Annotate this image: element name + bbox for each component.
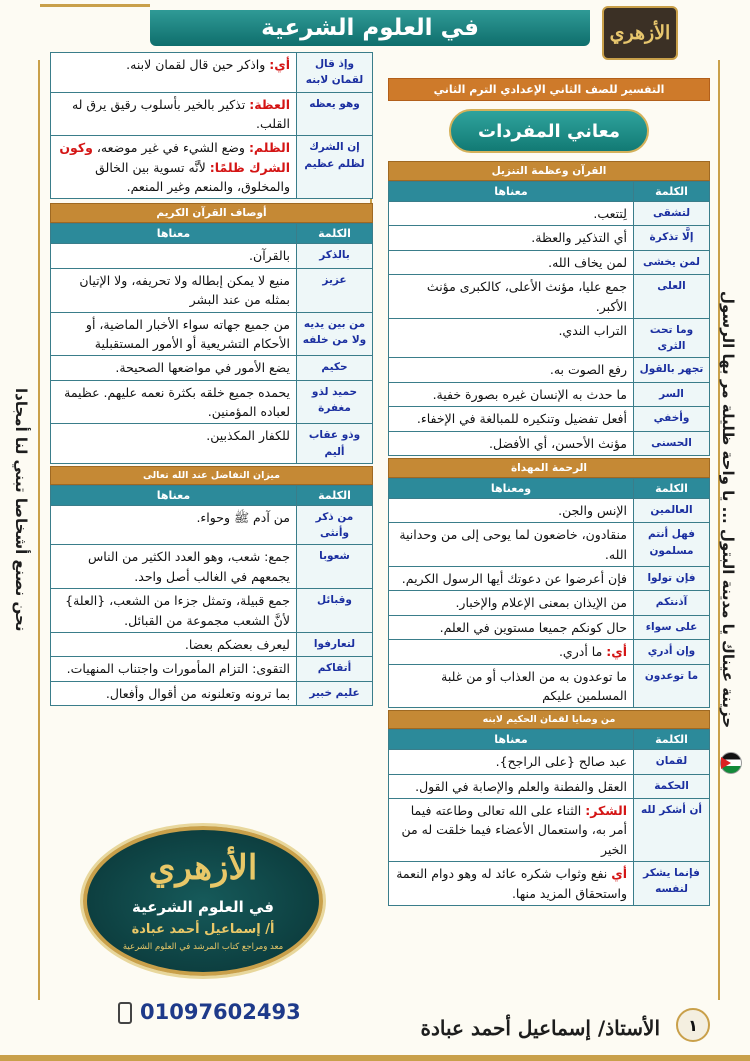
table-row [51, 632, 373, 656]
table-header-row [51, 224, 373, 244]
vocab-word: فهل أنتم مسلمون [634, 523, 710, 567]
meaning-text: من آدم ﷺ وحواء. [196, 509, 290, 525]
table-row [389, 523, 710, 567]
meaning-text: من جميع جهاته سواء الأخبار الماضية، أو الأحكام التشريعية أو الأمور المستقبلية [85, 316, 290, 351]
table-row [51, 681, 373, 705]
meaning-text: جمع قبيلة، وتمثل جزءا من الشعب، {العلة} لأنَّ الشعب مجموعة من القبائل. [65, 593, 290, 628]
brand-logo [83, 826, 323, 976]
vocab-table-luqman-cont [50, 52, 373, 199]
vocab-word: شعوبا [297, 545, 373, 589]
table-header-row [389, 182, 710, 202]
column-header-word: الكلمة [297, 485, 373, 505]
meaning-text: ما أدري. [558, 644, 607, 660]
meaning-text: واذكر حين قال لقمان لابنه. [126, 57, 270, 72]
table-row [51, 380, 373, 424]
vocab-word: ما توعدون [634, 664, 710, 708]
vocab-table-mercy [388, 478, 710, 708]
vocab-word: إن الشرك لظلم عظيم [297, 136, 373, 199]
table-row [389, 498, 710, 522]
vocab-meaning [389, 318, 634, 358]
vocab-word: من بين يديه ولا من خلفه [297, 312, 373, 356]
meaning-text: عبد صالح {على الراجح}. [495, 754, 627, 770]
table-row [389, 799, 710, 862]
table-row [51, 136, 373, 199]
vocab-word: وقبائل [297, 589, 373, 633]
side-poem-right: حزينة عيناك يا مدينة البتول ... يا واحة ظليلة مر بها الرسول [719, 291, 737, 729]
vocab-meaning [389, 523, 634, 567]
vocab-meaning [51, 681, 297, 705]
vocab-meaning [389, 591, 634, 615]
vocab-title: معاني المفردات [478, 120, 620, 142]
vocab-word: العلى [634, 275, 710, 319]
meaning-text: بالقرآن. [249, 248, 290, 264]
meaning-text: ما توعدون به من العذاب أو من غلبة المسلمين عليكم [441, 668, 627, 703]
table-row [389, 567, 710, 591]
vocab-word: لتشقى [634, 202, 710, 226]
meaning-text: حال كونكم جميعا مستوين في العلم. [439, 619, 627, 635]
right-column [388, 78, 710, 906]
vocab-meaning [51, 657, 297, 681]
table-row [51, 268, 373, 312]
palestine-flag-icon [720, 752, 742, 774]
vocab-word: الحسنى [634, 431, 710, 455]
vocab-meaning [51, 632, 297, 656]
vocab-meaning [51, 92, 297, 136]
table-row [389, 226, 710, 250]
meaning-highlight: الشكر: [585, 803, 627, 819]
meaning-text: العقل والفطنة والعلم والإصابة في القول. [415, 778, 627, 794]
table-row [389, 382, 710, 406]
section-title: من وصايا لقمان الحكيم لابنه [388, 710, 710, 729]
vocab-word: إلَّا تذكرة [634, 226, 710, 250]
meaning-highlight: وكون الشرك ظلمًا: [59, 140, 290, 175]
vocab-word: من ذكر وأنثى [297, 505, 373, 545]
vocab-meaning [51, 505, 297, 545]
vocab-word: حميد لذو مغفرة [297, 380, 373, 424]
vocab-meaning [389, 862, 634, 906]
lesson-banner: التفسير للصف الثاني الإعدادي الترم الثاني [388, 78, 710, 101]
section-title: أوصاف القرآن الكريم [50, 203, 373, 223]
header-logo: الأزهري [602, 6, 678, 60]
left-column [50, 52, 373, 706]
vocab-meaning [51, 53, 297, 93]
meaning-text: بما ترونه وتعلنونه من أقوال وأفعال. [105, 685, 290, 701]
brand-logo-name: أ/ إسماعيل أحمد عبادة [131, 922, 275, 937]
table-row [389, 431, 710, 455]
table-row [389, 250, 710, 274]
table-header-row [389, 730, 710, 750]
vocab-meaning [389, 567, 634, 591]
vocab-word: وإن أدري [634, 640, 710, 664]
vocab-meaning [51, 244, 297, 268]
vocab-word: أتقاكم [297, 657, 373, 681]
table-row [389, 774, 710, 798]
column-header-word: الكلمة [634, 730, 710, 750]
table-header-row [389, 478, 710, 498]
meaning-text: منيع لا يمكن إبطاله ولا تحريفه، ولا الإتيان بمثله من عند البشر [79, 272, 290, 308]
meaning-text: لِتتعب. [593, 206, 627, 221]
column-header-meaning: معناها [389, 182, 634, 202]
header-decoration [40, 4, 150, 48]
meaning-text: ليعرف بعضكم بعضا. [184, 636, 290, 652]
vocab-meaning [389, 382, 634, 406]
meaning-text: تذكير بالخير بأسلوب رقيق يرق له القلب. [71, 96, 290, 131]
meaning-text: التقوى: التزام المأمورات واجتناب المنهيات. [66, 661, 290, 677]
brand-logo-note: معد ومراجع كتاب المرشد في العلوم الشرعية [122, 942, 284, 952]
table-row [51, 312, 373, 356]
table-header-row [51, 485, 373, 505]
vocab-meaning [389, 498, 634, 522]
page-number: ١ [676, 1008, 710, 1042]
section-title: ميزان التفاضل عند الله تعالى [50, 466, 373, 485]
vocab-meaning [389, 640, 634, 664]
meaning-text: للكفار المكذبين. [206, 428, 290, 444]
table-row [389, 862, 710, 906]
meaning-text: مؤنث الأحسن، أي الأفضل. [489, 435, 627, 451]
meaning-text: من الإيذان بمعنى الإعلام والإخبار. [455, 595, 627, 611]
meaning-highlight: أي: [606, 644, 627, 660]
header-title: في العلوم الشرعية [261, 15, 479, 41]
vocab-meaning [389, 431, 634, 455]
vocab-word: على سواء [634, 615, 710, 639]
vocab-meaning [51, 545, 297, 589]
vocab-meaning [51, 380, 297, 424]
table-row [51, 53, 373, 93]
vocab-word: لمن يخشى [634, 250, 710, 274]
vocab-table-luqman [388, 729, 710, 906]
vocab-meaning [51, 356, 297, 380]
table-row [389, 202, 710, 226]
vocab-meaning [389, 202, 634, 226]
vocab-word: فإنما يشكر لنفسه [634, 862, 710, 906]
vocab-meaning [389, 407, 634, 431]
vocab-word: بالذكر [297, 244, 373, 268]
meaning-text: نفع وثواب شكره عائد له وهو دوام النعمة واستحقاق المزيد منها. [396, 866, 627, 901]
meaning-text: فإن أعرضوا عن دعوتك أيها الرسول الكريم. [401, 571, 627, 587]
vocab-meaning [51, 312, 297, 356]
meaning-text: أفعل تفضيل وتنكيره للمبالغة في الإخفاء. [416, 411, 627, 427]
vocab-word: الحكمة [634, 774, 710, 798]
vocab-word: عزيز [297, 268, 373, 312]
meaning-highlight: الظلم: [248, 140, 290, 156]
vocab-meaning [389, 664, 634, 708]
vocab-meaning [389, 615, 634, 639]
table-row [389, 318, 710, 358]
table-row [51, 92, 373, 136]
column-header-meaning: معناها [389, 730, 634, 750]
table-row [389, 640, 710, 664]
vocab-meaning [51, 424, 297, 464]
meaning-text: جمع: شعب، وهو العدد الكثير من الناس يجمعهم في الغالب أصل واحد. [88, 549, 290, 584]
table-row [51, 356, 373, 380]
meaning-highlight: أي: [269, 57, 290, 72]
vocab-word: وأخفي [634, 407, 710, 431]
column-header-meaning: معناها [51, 224, 297, 244]
meaning-text: الإنس والجن. [558, 502, 627, 518]
table-row [389, 664, 710, 708]
meaning-text: التراب الندي. [558, 322, 627, 338]
section-title: الرحمة المهداة [388, 458, 710, 478]
vocab-title-box [449, 109, 649, 153]
table-row [389, 358, 710, 382]
column-header-meaning: معناها [51, 485, 297, 505]
frame-line-left [38, 60, 40, 1000]
table-row [51, 657, 373, 681]
vocab-meaning [51, 268, 297, 312]
meaning-text: يحمده جميع خلقه بكثرة نعمه عليهم. عظيمة لعباده المؤمنين. [64, 384, 290, 420]
phone-icon [118, 1002, 132, 1024]
teacher-signature: الأستاذ/ إسماعيل أحمد عبادة [420, 1016, 660, 1040]
meaning-text: جمع عليا، مؤنث الأعلى، كالكبرى مؤنث الأكبر. [426, 279, 627, 314]
meaning-highlight: العظة: [249, 96, 290, 112]
column-header-word: الكلمة [634, 182, 710, 202]
vocab-word: وما تحت الثرى [634, 318, 710, 358]
section-title: القرآن وعظمة التنزيل [388, 161, 710, 181]
meaning-text: أي التذكير والعظة. [531, 230, 627, 246]
vocab-word: لقمان [634, 750, 710, 774]
vocab-meaning [389, 358, 634, 382]
meaning-text: لأنَّه تسوية بين الخالق والمخلوق، والمنعم وغير المنعم. [95, 159, 290, 195]
vocab-word: وهو يعظه [297, 92, 373, 136]
meaning-text: يضع الأمور في مواضعها الصحيحة. [115, 360, 290, 376]
table-row [51, 244, 373, 268]
vocab-meaning [51, 589, 297, 633]
vocab-word: السر [634, 382, 710, 406]
vocab-word: حكيم [297, 356, 373, 380]
table-row [51, 545, 373, 589]
vocab-word: عليم خبير [297, 681, 373, 705]
bottom-border [0, 1055, 750, 1061]
vocab-meaning [389, 226, 634, 250]
meaning-text: وضع الشيء في غير موضعه، [92, 140, 249, 156]
table-row [389, 615, 710, 639]
meaning-text: رفع الصوت به. [549, 362, 627, 378]
vocab-word: تجهر بالقول [634, 358, 710, 382]
meaning-text: منقادون، خاضعون لما يوحى إلى من وحدانية الله. [399, 527, 627, 562]
vocab-table-quran [388, 181, 710, 456]
vocab-meaning [389, 275, 634, 319]
table-row [51, 505, 373, 545]
phone-number: 01097602493 [140, 1000, 301, 1024]
vocab-meaning [51, 136, 297, 199]
table-row [51, 424, 373, 464]
table-row [389, 750, 710, 774]
vocab-meaning [389, 799, 634, 862]
brand-logo-title: الأزهري [148, 848, 258, 888]
meaning-text: الثناء على الله تعالى وطاعته فيما أمر به، واستعمال الأعضاء فيما خلقت له من الخير [401, 803, 627, 857]
table-row [389, 275, 710, 319]
brand-logo-subtitle: في العلوم الشرعية [131, 898, 275, 916]
vocab-table-merit [50, 485, 373, 706]
vocab-word: العالمين [634, 498, 710, 522]
meaning-text: لمن يخاف الله. [548, 254, 627, 270]
vocab-word: وإذ قال لقمان لابنه [297, 53, 373, 93]
vocab-word: آذنتكم [634, 591, 710, 615]
table-row [389, 407, 710, 431]
table-row [389, 591, 710, 615]
header-bar [150, 10, 590, 46]
column-header-word: الكلمة [634, 478, 710, 498]
table-row [51, 589, 373, 633]
vocab-word: فإن تولوا [634, 567, 710, 591]
vocab-meaning [389, 750, 634, 774]
header [0, 0, 750, 52]
vocab-word: لتعارفوا [297, 632, 373, 656]
vocab-meaning [389, 250, 634, 274]
meaning-text: ما حدث به الإنسان غيره بصورة خفية. [432, 386, 627, 402]
vocab-word: أن أشكر لله [634, 799, 710, 862]
vocab-table-quran-traits [50, 223, 373, 464]
meaning-highlight: أي [611, 866, 627, 882]
column-header-word: الكلمة [297, 224, 373, 244]
vocab-word: وذو عقاب أليم [297, 424, 373, 464]
side-slogan-left: نحن نصنع أشخاصا تبني لنا أمجادا [12, 388, 30, 632]
column-header-meaning: ومعناها [389, 478, 634, 498]
vocab-meaning [389, 774, 634, 798]
